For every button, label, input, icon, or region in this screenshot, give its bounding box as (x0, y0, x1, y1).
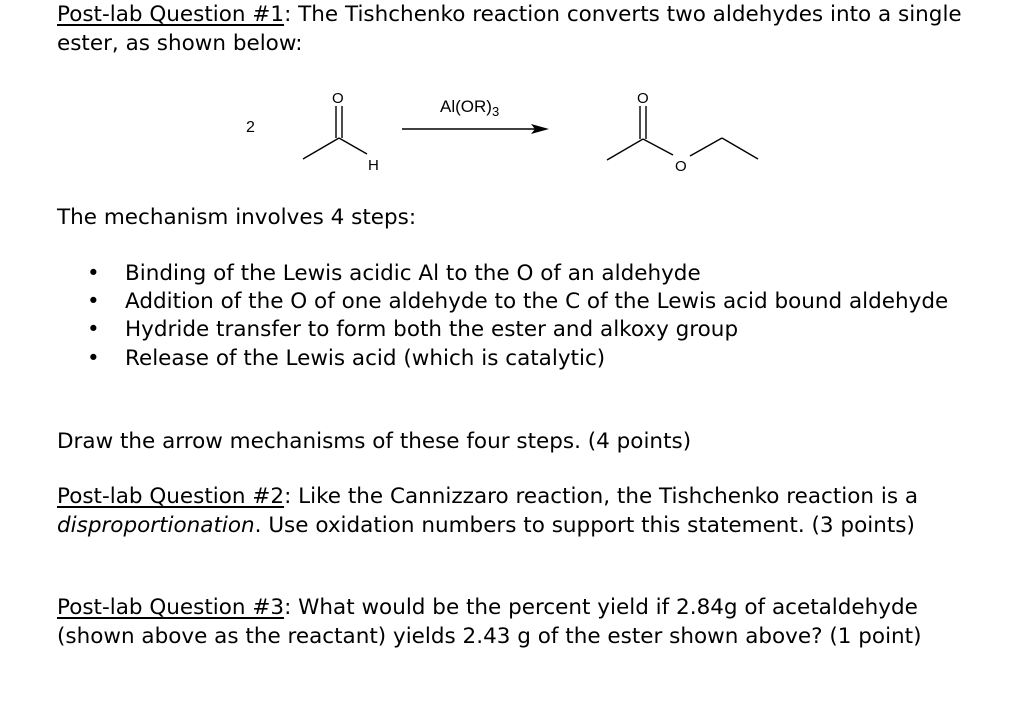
product-ester-oxygen-label: O (675, 158, 687, 175)
mechanism-intro: The mechanism involves 4 steps: (57, 205, 417, 230)
question-1-label: Post-lab Question #1 (57, 2, 285, 27)
question-3 (57, 594, 962, 651)
ethyl-acetate-structure (607, 90, 758, 175)
question-3-text: What would be the percent yield if 2.84g of acetaldehyde (shown above as the reactant) yields 2.43 g of the ester shown above? (1 point) (57, 595, 922, 649)
question-2-colon: : (284, 484, 292, 509)
list-item (57, 288, 957, 316)
bullet: • (87, 261, 100, 286)
question-3-colon: : (284, 595, 292, 620)
product-bond-c-o (643, 139, 673, 155)
reactant-bond-ch3-c (303, 138, 339, 159)
question-2-text-after: . Use oxidation numbers to support this statement. (3 points) (254, 512, 915, 538)
question-1-colon: : (284, 2, 292, 27)
product-carbonyl-oxygen-label: O (637, 90, 649, 107)
list-item (57, 316, 957, 344)
step-text: Hydride transfer to form both the ester and alkoxy group (125, 317, 739, 343)
step-text: Binding of the Lewis acidic Al to the O of an aldehyde (125, 261, 701, 286)
reactant-bond-c-h (339, 138, 367, 154)
step-text: Release of the Lewis acid (which is catalytic) (125, 345, 606, 371)
reactant-hydrogen-label: H (368, 157, 379, 174)
bullet: • (87, 289, 100, 315)
reaction-arrow (402, 124, 549, 134)
catalyst-label (440, 97, 499, 119)
bullet: • (87, 317, 100, 343)
question-3-label: Post-lab Question #3 (57, 595, 285, 620)
product-bond-ch2-ch3 (722, 138, 758, 159)
step-text: Addition of the O of one aldehyde to the C of the Lewis acid bound aldehyde (125, 289, 949, 315)
question-1-text: The Tishchenko reaction converts two aldehydes into a single ester, as shown below: (57, 2, 962, 56)
list-item (57, 260, 957, 288)
question-2 (57, 483, 962, 540)
mechanism-steps-list (57, 260, 957, 373)
product-bond-ch3-c (607, 139, 643, 160)
reactant-oxygen-label: O (332, 90, 344, 107)
catalyst-subscript: 3 (491, 104, 500, 119)
question-2-emphasis: disproportionation (57, 512, 255, 538)
question-2-text-before: Like the Cannizzaro reaction, the Tishchenko reaction is a (291, 484, 919, 509)
catalyst-main: Al(OR) (440, 97, 492, 116)
question-2-label: Post-lab Question #2 (57, 484, 285, 509)
product-bond-o-ch2 (690, 138, 722, 156)
question-1-task: Draw the arrow mechanisms of these four steps. (4 points) (57, 429, 692, 454)
question-1 (57, 1, 962, 58)
list-item (57, 345, 957, 373)
bullet: • (87, 345, 100, 371)
stoichiometric-coefficient: 2 (246, 119, 255, 136)
tishchenko-reaction-scheme (0, 80, 1024, 190)
acetaldehyde-structure (303, 90, 379, 174)
